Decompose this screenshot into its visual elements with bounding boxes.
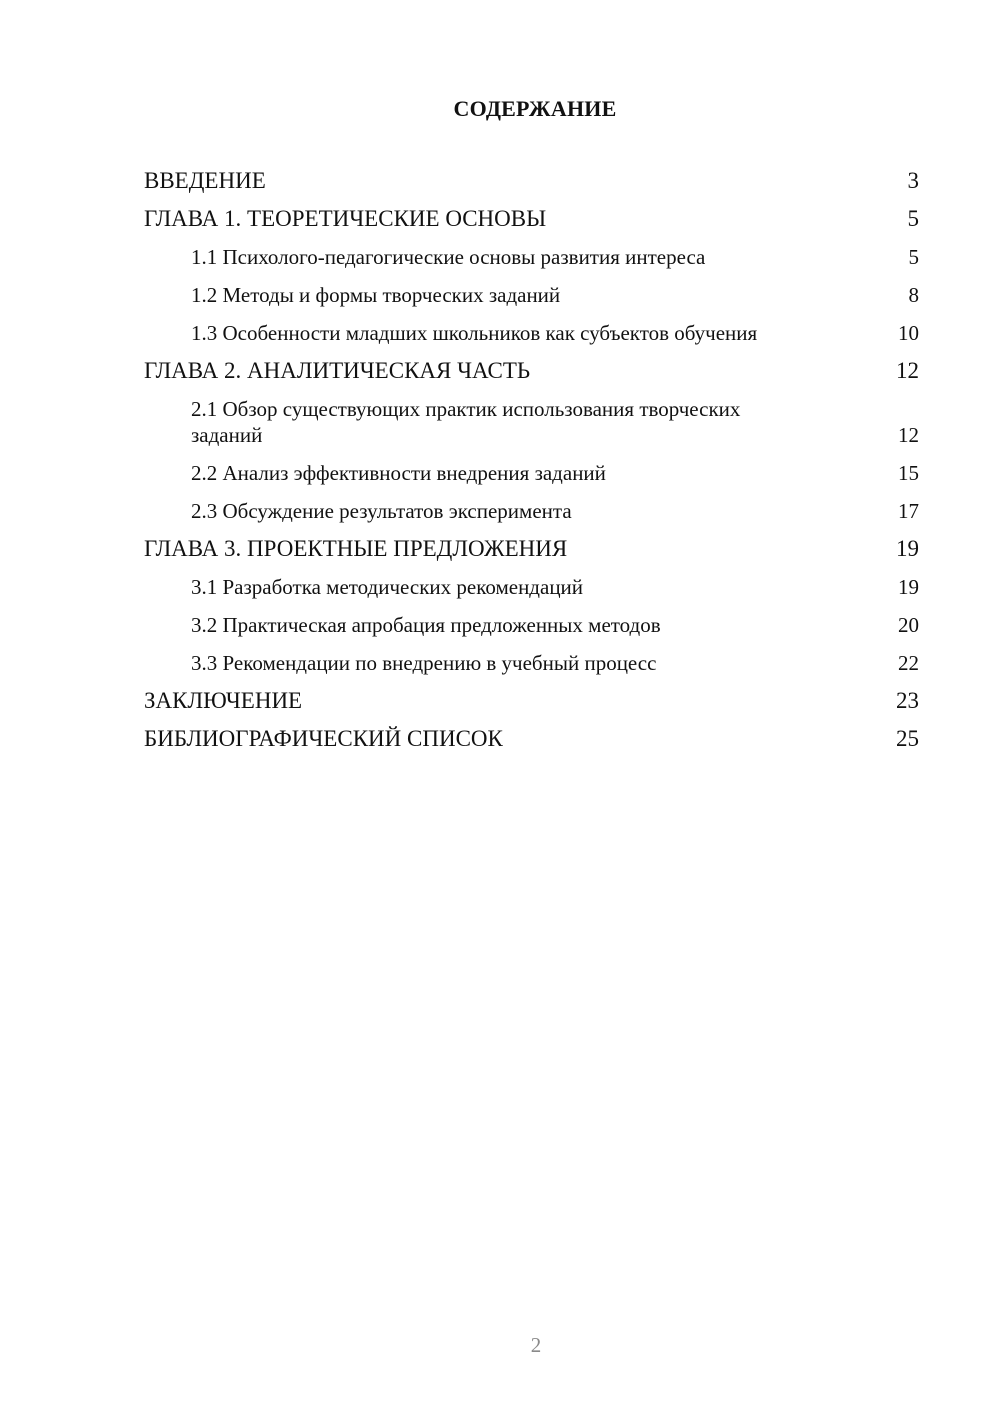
toc-entry-page: 17 [898, 499, 919, 523]
toc-entry-label: 2.2 Анализ эффективности внедрения заданий [191, 461, 606, 485]
toc-chapter-entry [144, 206, 919, 232]
toc-entry-label: 2.1 Обзор существующих практик использования творческих заданий [191, 397, 741, 447]
toc-entry-page: 8 [908, 283, 919, 307]
toc-section-entry [144, 244, 919, 270]
toc-entry-label: 3.2 Практическая апробация предложенных методов [191, 613, 661, 637]
toc-entry-page: 15 [898, 461, 919, 485]
toc-chapter-entry [144, 536, 919, 562]
toc-section-entry [144, 320, 919, 346]
toc-entry-page: 19 [896, 536, 919, 561]
toc-entry-page: 12 [898, 423, 919, 447]
page-title: СОДЕРЖАНИЕ [453, 96, 617, 121]
toc-entry-page: 20 [898, 613, 919, 637]
toc-entry-label: 1.1 Психолого-педагогические основы развития интереса [191, 245, 706, 269]
toc-entry-label: ГЛАВА 2. АНАЛИТИЧЕСКАЯ ЧАСТЬ [144, 358, 531, 383]
toc-chapter-entry [144, 168, 919, 194]
toc-entry-label: ГЛАВА 3. ПРОЕКТНЫЕ ПРЕДЛОЖЕНИЯ [144, 536, 568, 561]
toc-entry-page: 5 [908, 245, 919, 269]
toc-entry-label: 3.3 Рекомендации по внедрению в учебный процесс [191, 651, 657, 675]
toc-entry-label: ВВЕДЕНИЕ [144, 168, 266, 193]
toc-entry-label: 3.1 Разработка методических рекомендаций [191, 575, 584, 599]
toc-section-entry [144, 460, 919, 486]
toc-entry-page: 23 [896, 688, 919, 713]
toc-entry-label: ГЛАВА 1. ТЕОРЕТИЧЕСКИЕ ОСНОВЫ [144, 206, 547, 231]
toc-entry-page: 3 [907, 168, 919, 193]
table-of-contents [144, 168, 919, 764]
toc-section-entry [144, 612, 919, 638]
toc-chapter-entry [144, 358, 919, 384]
toc-entry-page: 10 [898, 321, 919, 345]
toc-chapter-entry [144, 726, 919, 752]
toc-entry-label: 1.2 Методы и формы творческих заданий [191, 283, 561, 307]
toc-chapter-entry [144, 688, 919, 714]
toc-section-entry [144, 650, 919, 676]
toc-entry-label: БИБЛИОГРАФИЧЕСКИЙ СПИСОК [144, 726, 503, 751]
toc-entry-label: 1.3 Особенности младших школьников как субъектов обучения [191, 321, 758, 345]
toc-entry-page: 12 [896, 358, 919, 383]
toc-entry-page: 25 [896, 726, 919, 751]
toc-entry-label: 2.3 Обсуждение результатов эксперимента [191, 499, 572, 523]
toc-entry-label: ЗАКЛЮЧЕНИЕ [144, 688, 303, 713]
toc-entry-page: 22 [898, 651, 919, 675]
toc-entry-page: 19 [898, 575, 919, 599]
toc-section-entry [144, 396, 919, 448]
toc-section-entry [144, 282, 919, 308]
toc-entry-page: 5 [907, 206, 919, 231]
page-number: 2 [530, 1333, 542, 1357]
toc-section-entry [144, 498, 919, 524]
toc-section-entry [144, 574, 919, 600]
